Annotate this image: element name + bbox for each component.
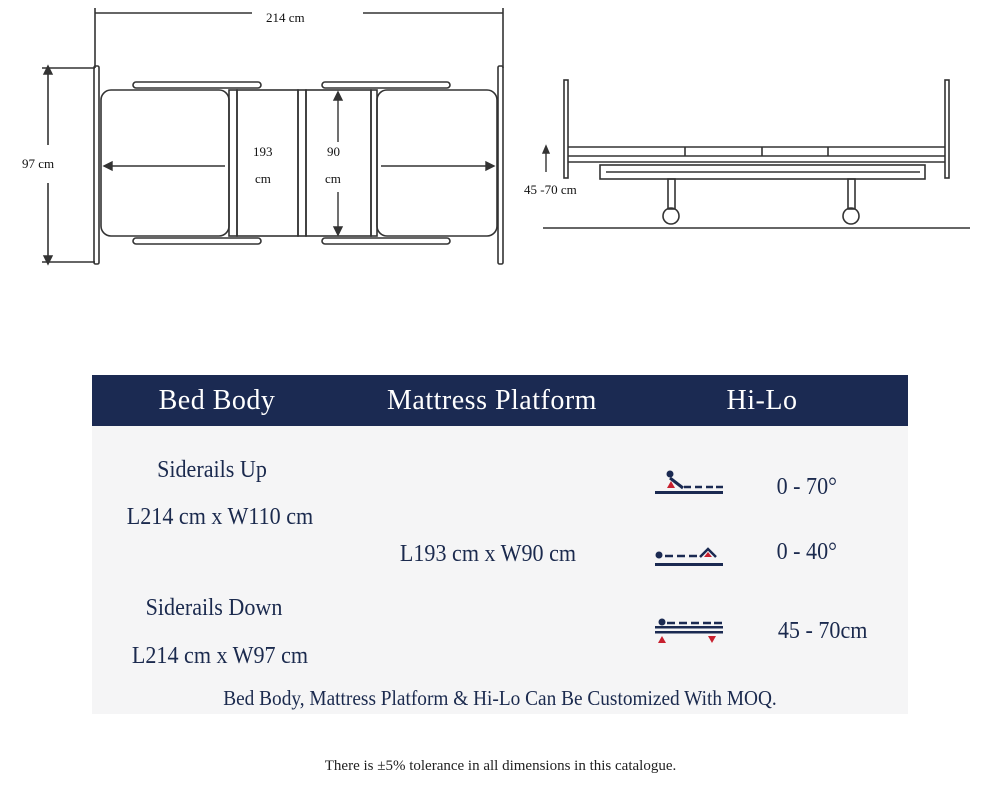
header-hi-lo: Hi-Lo: [726, 385, 798, 416]
siderails-up-value: L214 cm x W110 cm: [126, 504, 314, 530]
customization-footnote: Bed Body, Mattress Platform & Hi-Lo Can Be Customized With MOQ.: [223, 686, 777, 710]
siderails-down-value: L214 cm x W97 cm: [131, 643, 309, 669]
hi-lo-value-1: 0 - 70°: [776, 474, 837, 500]
spec-table: [92, 375, 908, 714]
hi-lo-value-3: 45 - 70cm: [777, 618, 868, 644]
header-bed-body: Bed Body: [158, 385, 276, 416]
overall-length-label: 214 cm: [266, 10, 305, 25]
siderails-up-label: Siderails Up: [157, 457, 267, 483]
spec-table-header: [92, 375, 908, 426]
tolerance-note: There is ±5% tolerance in all dimensions in this catalogue.: [324, 758, 677, 774]
hi-lo-value-2: 0 - 40°: [776, 539, 837, 565]
siderails-down-label: Siderails Down: [145, 595, 283, 621]
overall-width-label: 97 cm: [22, 156, 55, 171]
bed-top-view-drawing: [0, 0, 520, 280]
platform-width-label-number: 90: [327, 144, 340, 159]
height-range-label: 45 -70 cm: [524, 182, 577, 197]
backrest-tilt-icon: [653, 469, 725, 499]
height-adjust-icon: [653, 618, 725, 646]
knee-tilt-icon: [653, 541, 725, 571]
mattress-platform-value: L193 cm x W90 cm: [399, 541, 577, 567]
platform-length-label-unit: cm: [255, 171, 271, 186]
platform-length-label-number: 193: [253, 144, 273, 159]
header-mattress-platform: Mattress Platform: [387, 385, 597, 416]
platform-width-label-unit: cm: [325, 171, 341, 186]
